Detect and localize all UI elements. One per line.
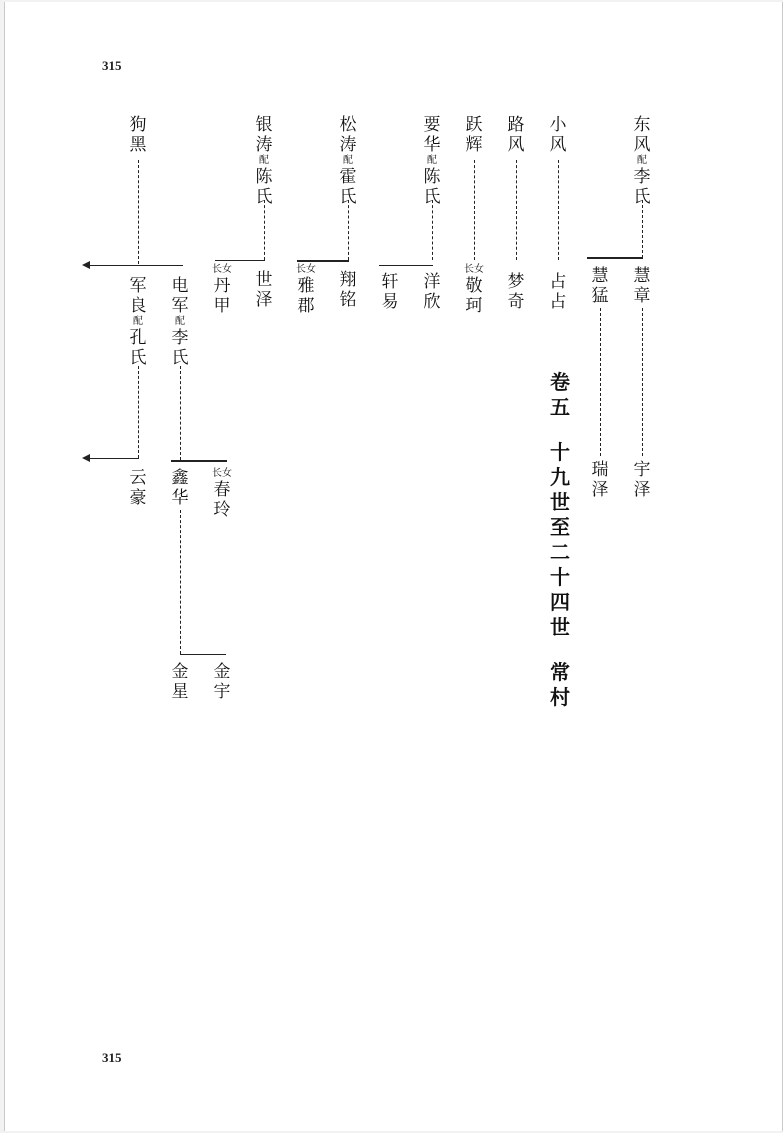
member-yintao: 银涛 配 陈氏 <box>255 115 273 207</box>
member-yuehui: 跃辉 <box>465 115 483 155</box>
member-shize: 世泽 <box>255 270 273 310</box>
member-chunling: 长女 春玲 <box>212 468 232 520</box>
descent-line <box>642 200 643 258</box>
member-ruize: 瑞泽 <box>591 460 609 500</box>
member-songtao: 松涛 配 霍氏 <box>339 115 357 207</box>
descent-line <box>138 366 139 458</box>
descent-line <box>642 308 643 456</box>
page-number-top: 315 <box>102 58 122 73</box>
document-page <box>4 2 783 1131</box>
descent-line <box>180 510 181 654</box>
sibling-bar <box>171 460 227 462</box>
descent-line <box>432 200 433 260</box>
member-mengqi: 梦奇 <box>507 272 525 312</box>
member-huizhang: 慧章 <box>633 266 651 306</box>
member-gouhei: 狗黑 <box>129 115 147 155</box>
member-yaohua: 要华 配 陈氏 <box>423 115 441 207</box>
member-xiangming: 翔铭 <box>339 270 357 310</box>
member-jinxing: 金星 <box>171 662 189 702</box>
member-danjia: 长女 丹甲 <box>212 264 232 316</box>
descent-line <box>264 200 265 260</box>
member-junliang: 军良 配 孔氏 <box>129 276 147 368</box>
descent-line <box>348 200 349 260</box>
descent-line <box>558 160 559 260</box>
descent-line <box>516 160 517 260</box>
member-xinhua: 鑫华 <box>171 468 189 508</box>
member-lufeng: 路风 <box>507 115 525 155</box>
member-jingke: 长女 敬珂 <box>464 264 484 316</box>
descent-line <box>138 160 139 264</box>
member-huimeng: 慧猛 <box>591 266 609 306</box>
member-dianjun: 电军 配 李氏 <box>171 276 189 368</box>
sibling-bar <box>180 654 226 655</box>
sibling-bar <box>587 257 643 259</box>
member-yunhao: 云豪 <box>129 468 147 508</box>
member-yangxin: 洋欣 <box>423 272 441 312</box>
page-number-bottom: 315 <box>102 1050 122 1065</box>
arrow-line <box>89 265 183 266</box>
descent-line <box>474 160 475 260</box>
arrow-line <box>89 458 139 459</box>
sibling-bar <box>297 260 349 262</box>
member-yajun: 长女 雅郡 <box>296 264 316 316</box>
sibling-bar <box>379 265 433 266</box>
member-xiaofeng: 小风 <box>549 115 567 155</box>
volume-title: 卷五 十九世至二十四世 常村 <box>550 370 570 709</box>
descent-line <box>180 366 181 460</box>
member-yuze: 宇泽 <box>633 460 651 500</box>
member-jinyu: 金宇 <box>213 662 231 702</box>
member-xuanyi: 轩易 <box>381 272 399 312</box>
sibling-bar <box>215 260 265 261</box>
member-zhanzhan: 占占 <box>549 272 567 312</box>
descent-line <box>600 308 601 456</box>
member-dongfeng: 东风 配 李氏 <box>633 115 651 207</box>
